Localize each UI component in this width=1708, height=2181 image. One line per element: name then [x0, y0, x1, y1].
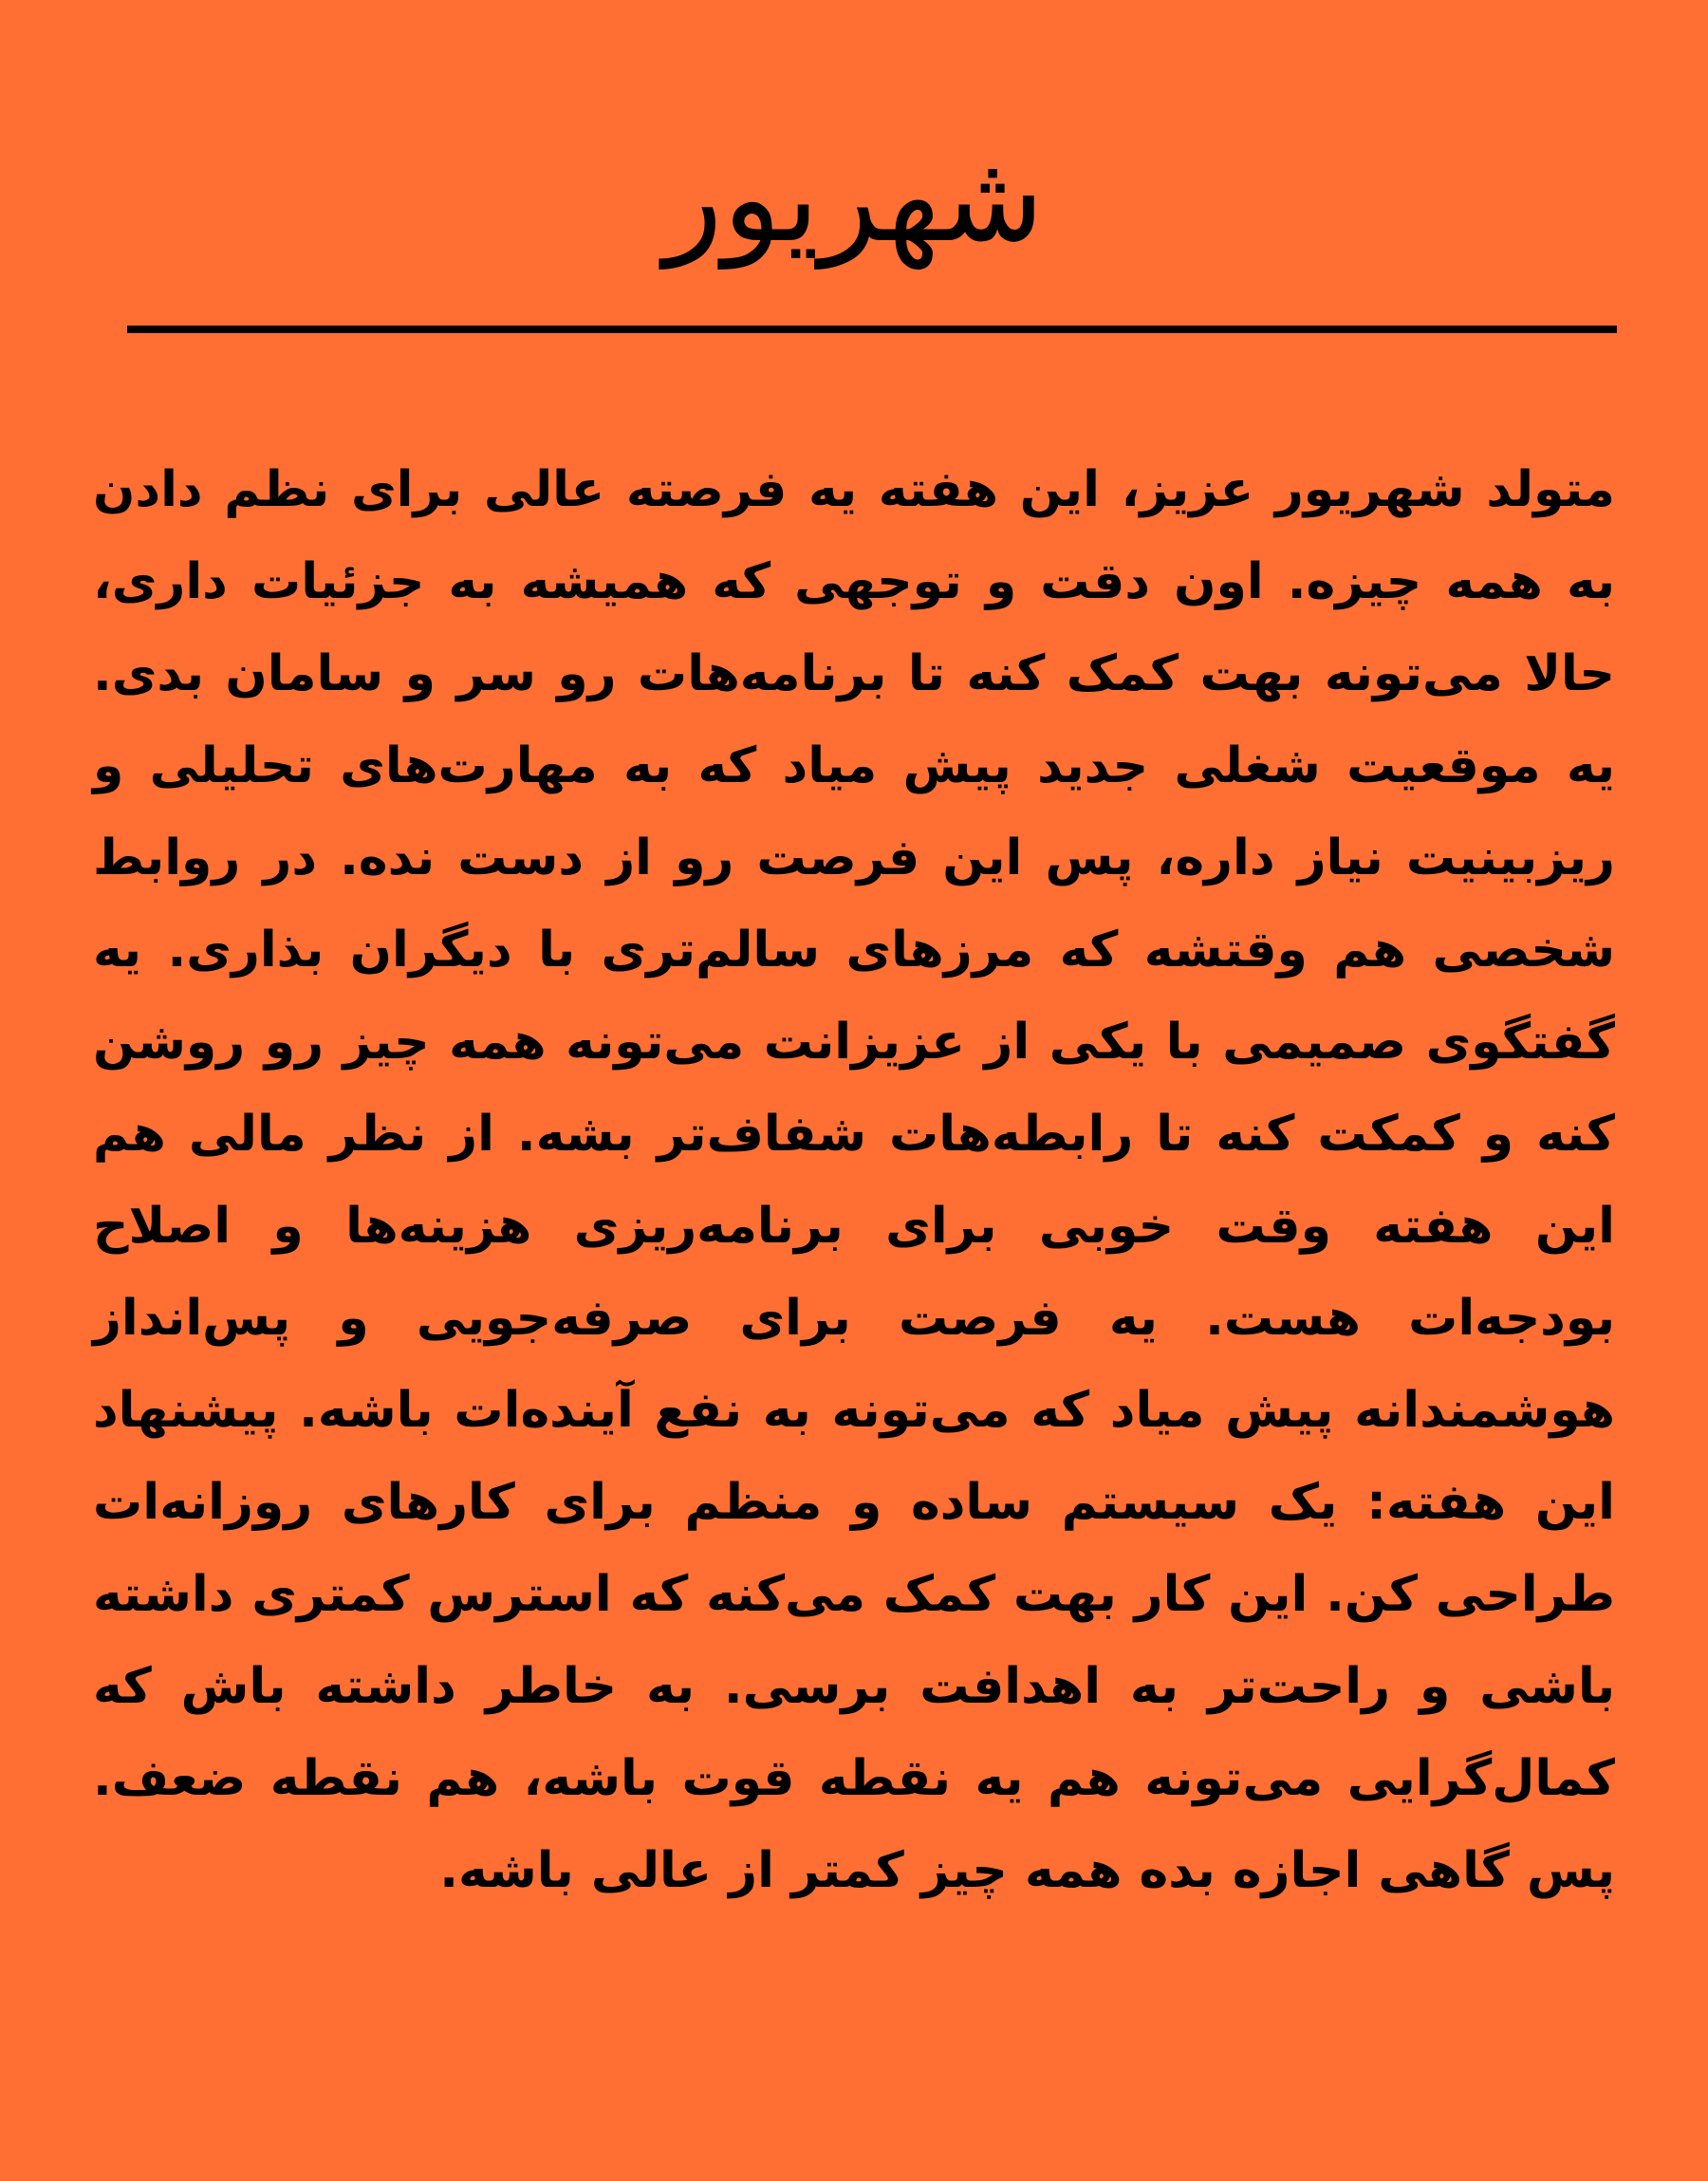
horoscope-body-text: متولد شهریور عزیز، این هفته یه فرصته عالی برای نظم دادن به همه چیزه. اون دقت و توجهی که همیشه به جزئیات داری، حالا می‌تونه بهت کمک کنه تا برنامه‌هات رو سر و سامان بدی. یه موقعیت شغلی جدید پیش میاد که به مهارت‌های تحلیلی و ریزبینیت نیاز داره، پس این فرصت رو از دست نده. در روابط شخصی هم وقتشه که مرزهای سالم‌تری با دیگران بذاری. یه گفتگوی صمیمی با یکی از عزیزانت می‌تونه همه چیز رو روشن کنه و کمکت کنه تا رابطه‌هات شفاف‌تر بشه. از نظر مالی هم این هفته وقت خوبی برای برنامه‌ریزی هزینه‌ها و اصلاح بودجه‌ات هست. یه فرصت برای صرفه‌جویی و پس‌انداز هوشمندانه پیش میاد که می‌تونه به نفع آینده‌ات باشه. پیشنهاد این هفته: یک سیستم ساده و منظم برای کارهای روزانه‌ات طراحی کن. این کار بهت کمک می‌کنه که استرس کمتری داشته باشی و راحت‌تر به اهدافت برسی. به خاطر داشته باش که کمال‌گرایی می‌تونه هم یه نقطه قوت باشه، هم نقطه ضعف. پس گاهی اجازه بده همه چیز کمتر از عالی باشه. — [93, 461, 1615, 1899]
title-divider — [127, 326, 1617, 333]
page-title: شهریور — [663, 128, 1045, 270]
